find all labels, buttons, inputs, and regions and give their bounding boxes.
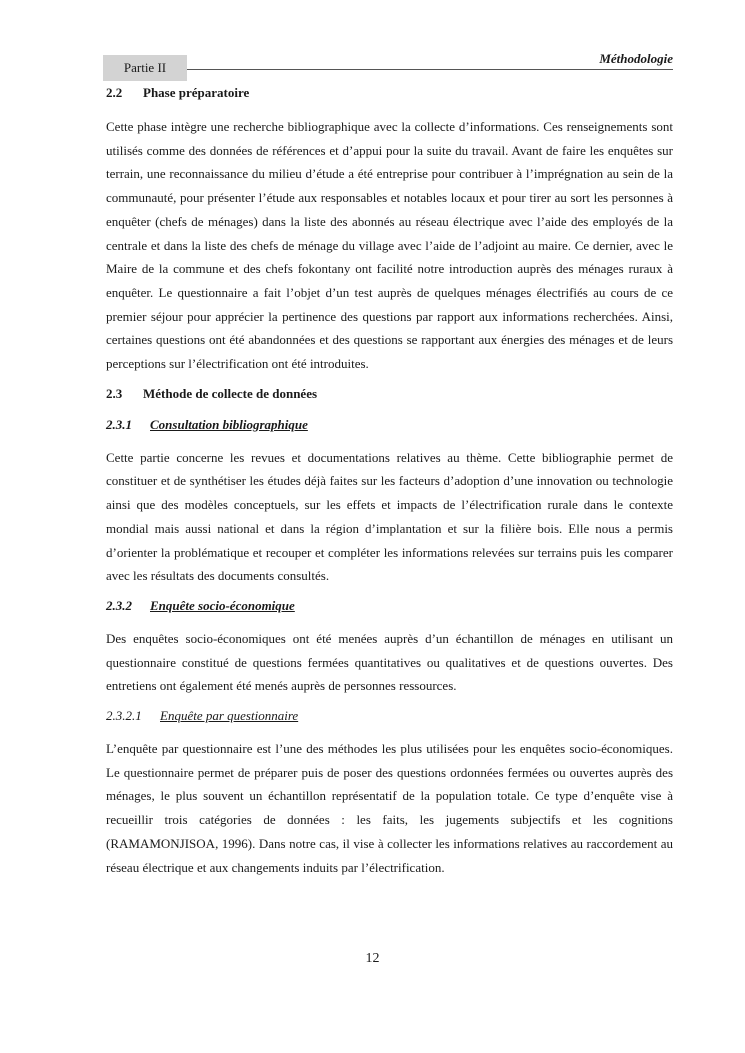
part-label: Partie II [103,55,187,81]
heading-number: 2.3.1 [106,416,132,432]
heading-2-3-1 [106,416,673,434]
chapter-title: Méthodologie [599,51,673,66]
heading-title: Enquête par questionnaire [160,708,299,724]
page-number: 12 [365,951,380,966]
page-content [106,84,673,879]
heading-2-3 [106,385,673,403]
heading-title: Méthode de collecte de données [143,385,318,401]
paragraph-2-3-2-1: L’enquête par questionnaire est l’une des méthodes les plus utilisées pour les enquêtes socio-économiques. Le questionnaire permet de préparer puis de poser des questions ordonnées fermées ou ouvertes auprès des ménages, le plus souvent un échantillon représentatif de la population totale. Ce type d’enquête vise à recueillir trois catégories de données : les faits, les jugements subjectifs et les cognitions (RAMAMONJISOA, 1996). Dans notre cas, il vise à collecter les informations relatives au raccordement au réseau électrique et aux changements induits par l’électrification. [106,741,673,875]
heading-title: Enquête socio-économique [150,597,295,613]
header-divider [187,69,673,70]
heading-2-3-2 [106,597,673,615]
heading-title: Consultation bibliographique [150,416,308,432]
heading-title: Phase préparatoire [143,85,250,100]
heading-number: 2.2 [106,85,123,100]
paragraph-2-3-1: Cette partie concerne les revues et documentations relatives au thème. Cette bibliographie permet de constituer et de synthétiser les études déjà faites sur les facteurs d’adoption d’une innovation ou technologie ainsi que des modèles conceptuels, sur les effets et impacts de l’électrification rurale dans le contexte mondial mais aussi national et dans la région d’implantation et sur la filière bois. Elle nous a permis d’orienter la problématique et recouper et compléter les informations relevées sur terrains puis les comparer avec les résultats des documents consultés. [106,449,673,584]
heading-number: 2.3.2.1 [106,708,142,724]
paragraph-2-2: Cette phase intègre une recherche bibliographique avec la collecte d’informations. Ces renseignements sont utilisés comme des données de références et d’appui pour la suite du travail. Avant de faire les enquêtes sur terrain, une reconnaissance du milieu d’étude a été entreprise pour contribuer à l’imprégnation au sein de la communauté, pour présenter l’étude aux responsables et notables locaux et pour tirer au sort les personnes à enquêter (chefs de ménages) dans la liste des abonnés au réseau électrique avec l’aide des employés de la centrale et dans la liste des chefs de ménage du village avec l’aide de l’adjoint au maire. Ce dernier, avec le Maire de la commune et des chefs fokontany ont facilité notre introduction auprès des ménages ruraux à enquêter. Le questionnaire a fait l’objet d’un test auprès de quelques ménages électrifiés au cours de ce premier séjour pour apprécier la pertinence des questions par rapport aux informations recherchées. Ainsi, certaines questions ont été abandonnées et des questions se rapportant aux énergies des ménages et de leurs perceptions sur l’électrification ont été introduites. [106,119,673,372]
heading-2-2 [106,84,673,102]
heading-number: 2.3.2 [106,597,132,613]
paragraph-2-3-2: Des enquêtes socio-économiques ont été menées auprès d’un échantillon de ménages en utilisant un questionnaire constitué de questions fermées quantitatives ou qualitatives et de questions ouvertes. Des entretiens ont également été menés auprès de personnes ressources. [106,630,673,694]
heading-number: 2.3 [106,385,123,401]
heading-2-3-2-1 [106,707,673,725]
